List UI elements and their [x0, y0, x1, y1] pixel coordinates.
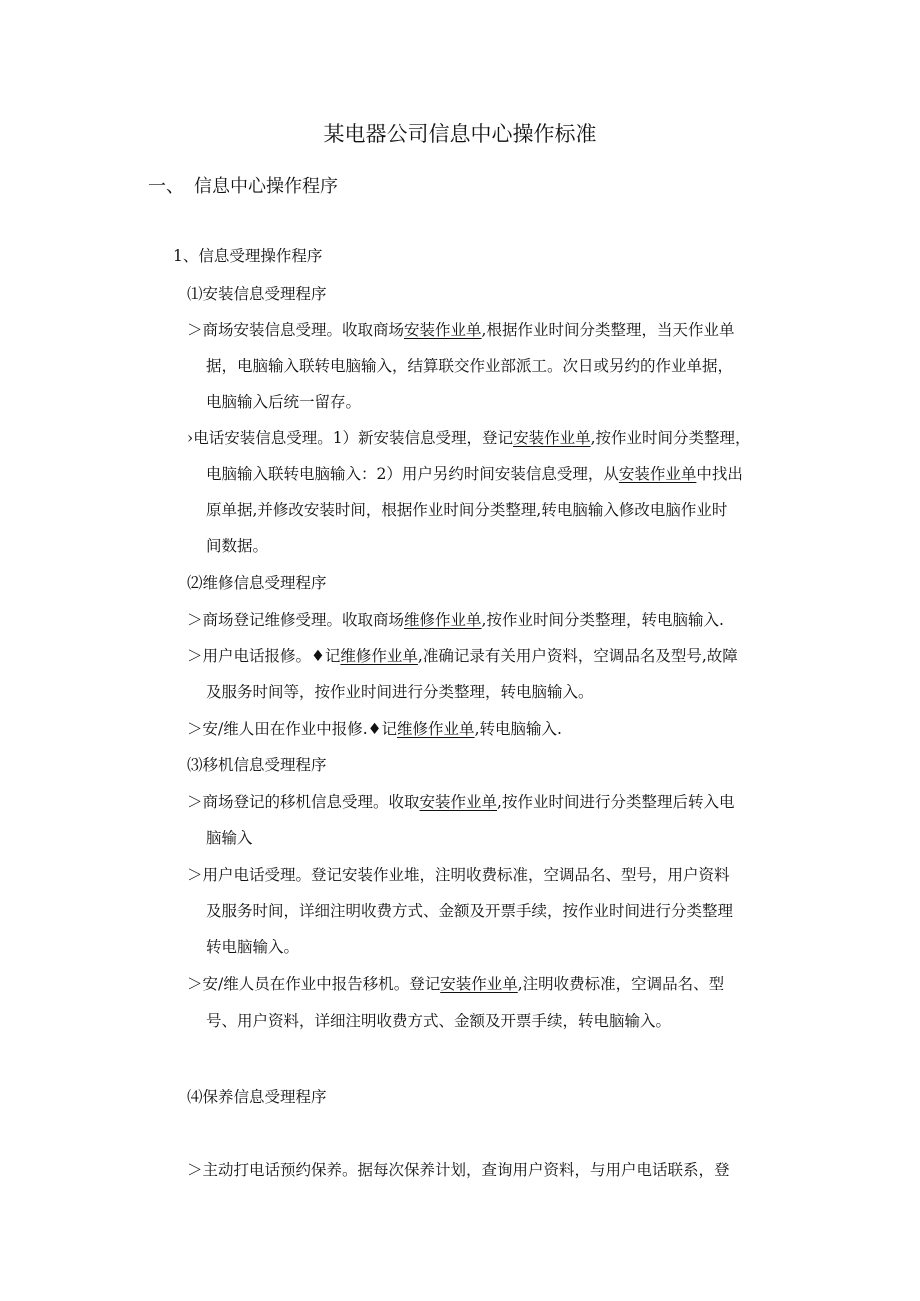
paragraph-line: ＞用户电话报修。♦记维修作业单,准确记录有关用户资料，空调品名及型号,故障 [187, 647, 738, 665]
paragraph-line: ＞主动打电话预约保养。据每次保养计划，查询用户资料，与用户电话联系，登 [187, 1161, 730, 1179]
paragraph-line: ＞安/维人田在作业中报修.♦记维修作业单,转电脑输入. [187, 720, 562, 738]
paragraph-line: 据，电脑输入联转电脑输入，结算联交作业部派工。次日或另约的作业单据， [206, 357, 734, 375]
paragraph-line: ＞商场安装信息受理。收取商场安装作业单,根据作业时间分类整理，当天作业单 [187, 321, 735, 339]
section-number: 一、 [148, 176, 184, 197]
paragraph-line: 脑输入 [206, 829, 253, 847]
form-reference: 安装作业单 [618, 465, 697, 483]
paragraph-line: ＞用户电话受理。登记安装作业堆，注明收费标准，空调品名、型号，用户资料 [187, 866, 730, 884]
section-heading [148, 172, 338, 198]
paragraph-line: ＞商场登记维修受理。收取商场维修作业单,按作业时间分类整理，转电脑输入. [187, 611, 724, 629]
item-heading-2: ⑵维修信息受理程序 [187, 574, 327, 592]
form-reference: 安装作业单 [404, 321, 482, 339]
paragraph-line: 电脑输入后统一留存。 [206, 393, 362, 411]
item-heading-1: ⑴安装信息受理程序 [187, 285, 327, 303]
form-reference: 维修作业单 [340, 647, 418, 665]
form-reference: 安装作业单 [440, 975, 518, 993]
paragraph-line: 间数据。 [206, 537, 269, 555]
paragraph-line: 号、用户资料，详细注明收费方式、金额及开票手续，转电脑输入。 [206, 1012, 672, 1030]
form-reference: 维修作业单 [397, 720, 475, 738]
item-heading-4: ⑷保养信息受理程序 [187, 1088, 327, 1106]
item-heading-3: ⑶移机信息受理程序 [187, 756, 327, 774]
document-title: 某电器公司信息中心操作标准 [323, 122, 597, 146]
paragraph-line: ＞安/维人员在作业中报告移机。登记安装作业单,注明收费标准，空调品名、型 [187, 975, 725, 993]
paragraph-line: 及服务时间，详细注明收费方式、金额及开票手续，按作业时间进行分类整理 [206, 902, 734, 920]
form-reference: 维修作业单 [404, 611, 482, 629]
subsection-heading: 1、信息受理操作程序 [173, 247, 323, 265]
section-title: 信息中心操作程序 [194, 176, 338, 197]
paragraph-line: 及服务时间等，按作业时间进行分类整理，转电脑输入。 [206, 683, 594, 701]
paragraph-line: ›电话安装信息受理。1）新安装信息受理，登记安装作业单,按作业时间分类整理， [187, 429, 751, 447]
paragraph-line: 原单据,并修改安装时间，根据作业时间分类整理,转电脑输入修改电脑作业时 [206, 501, 728, 519]
form-reference: 安装作业单 [513, 429, 591, 447]
paragraph-line: 转电脑输入。 [206, 938, 300, 956]
form-reference: 安装作业单 [419, 793, 498, 811]
paragraph-line: 电脑输入联转电脑输入：2）用户另约时间安装信息受理，从安装作业单中找出 [206, 465, 743, 483]
paragraph-line: ＞商场登记的移机信息受理。收取安装作业单,按作业时间进行分类整理后转入电 [187, 793, 735, 811]
